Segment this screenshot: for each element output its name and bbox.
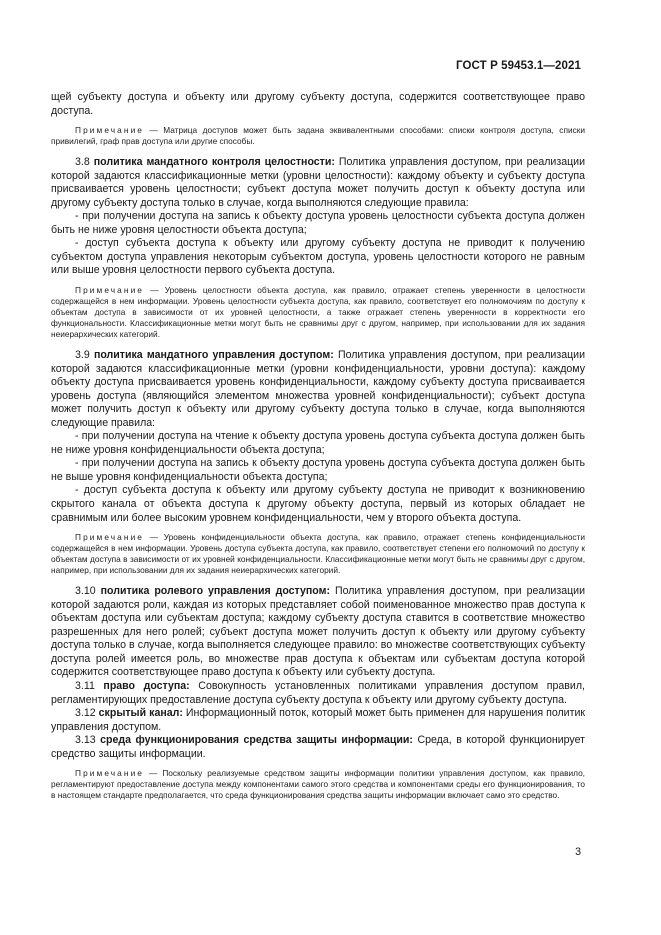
rule-item: - при получении доступа на запись к объекту доступа уровень целостности субъекта доступа должен быть не ниже уровня целостности объекта доступа; [51, 210, 585, 236]
note-integrity: Примечание — Уровень целостности объекта доступа, как правило, отражает степень уверенности в целостности содержащейся в нем информации. Уровень целостности субъекта доступа, как правило, соответствует его полномочиям по доступу к объектам доступа в зависимости от их уровней целостности, а также отражает степень уверенности в корректности его функциональности. Классификационные метки могут быть не сравнимы друг с другом, например, при использовании для их задания неиерархических категорий. [51, 285, 585, 340]
rule-item: - доступ субъекта доступа к объекту или другому субъекту доступа не приводит к получению субъектом доступа управления некоторым субъектом доступа, уровень целостности которого не равным или выше уровня целостности первого субъекта доступа. [51, 237, 585, 277]
page-body [51, 91, 585, 810]
definition-3-10: 3.10 политика ролевого управления доступом: Политика управления доступом, при реализации которой задаются роли, каждая из которых представляет собой поименованное множество прав доступа к объектам доступа или субъектам доступа; каждому субъекту доступа ставится в соответствие множество разрешенных для него ролей; субъект доступа может получить доступ к объекту или другому субъекту доступа только в случае, когда выполняется следующее правило: во множестве соответствующих субъекту доступа ролей имеется роль, во множестве прав доступа к объектам или субъектам доступа которой содержится соответствующее право доступа к объекту или субъекту доступа. [51, 585, 585, 679]
definition-3-9: 3.9 политика мандатного управления доступом: Политика управления доступом, при реализации которой задаются классификационные метки (уровни конфиденциальности, уровни доступа): каждому объекту доступа присваивается уровень конфиденциальности, каждому субъекту доступа присваивается уровень доступа (являющийся элементом множества уровней конфиденциальности); субъект доступа может получить доступ к объекту или другому субъекту доступа только в случае, когда выполняются следующие правила: [51, 349, 585, 429]
rule-item: - доступ субъекта доступа к объекту или другому субъекту доступа не приводит к возникновению скрытого канала от объекта доступа к другому объекту доступа, первый из которых обладает не сравнимым или более высоким уровнем конфиденциальности, чем у второго объекта доступа. [51, 484, 585, 524]
note-environment: Примечание — Поскольку реализуемые средством защиты информации политики управления доступом, как правило, регламентируют предоставление доступа между компонентами самого этого средства и компонентами среды его функционирования, то в настоящем стандарте предполагается, что среда функционирования средства защиты информации включает само это средство. [51, 768, 585, 801]
rule-item: - при получении доступа на запись к объекту доступа уровень доступа субъекта доступа должен быть не выше уровня конфиденциальности объекта доступа; [51, 457, 585, 483]
definition-3-13: 3.13 среда функционирования средства защиты информации: Среда, в которой функционирует средство защиты информации. [51, 734, 585, 760]
definition-3-12: 3.12 скрытый канал: Информационный поток, который может быть применен для нарушения политик управления доступом. [51, 707, 585, 733]
paragraph-continuation: щей субъекту доступа и объекту или другому субъекту доступа, содержится соответствующее право доступа. [51, 91, 585, 117]
document-header: ГОСТ Р 59453.1—2021 [456, 60, 581, 72]
definition-3-11: 3.11 право доступа: Совокупность установленных политиками управления доступом правил, регламентирующих предоставление доступа субъекту доступа к объекту или другому субъекту доступа. [51, 679, 585, 706]
note-access-matrix: Примечание — Матрица доступов может быть задана эквивалентными способами: списки контроля доступа, списки привилегий, граф прав доступа или другие способы. [51, 125, 585, 147]
note-confidentiality: Примечание — Уровень конфиденциальности объекта доступа, как правило, отражает степень конфиденциальности содержащейся в нем информации. Уровень доступа субъекта доступа, как правило, соответствует степени его полномочий по доступу к объектам доступа в зависимости от их уровней конфиденциальности. Классификационные метки могут быть не сравнимы друг с другом, например, при использовании для их задания неиерархических категорий. [51, 532, 585, 576]
definition-3-8: 3.8 политика мандатного контроля целостности: Политика управления доступом, при реализации которой задаются классификационные метки (уровни целостности): каждому объекту и субъекту доступа присваивается уровень целостности; субъект доступа может получить доступ к объекту доступа или другому субъекту доступа только в случае, когда выполняются следующие правила: [51, 156, 586, 209]
rule-item: - при получении доступа на чтение к объекту доступа уровень доступа субъекта доступа должен быть не ниже уровня конфиденциальности объекта доступа; [51, 430, 585, 456]
page-number: 3 [575, 846, 581, 858]
